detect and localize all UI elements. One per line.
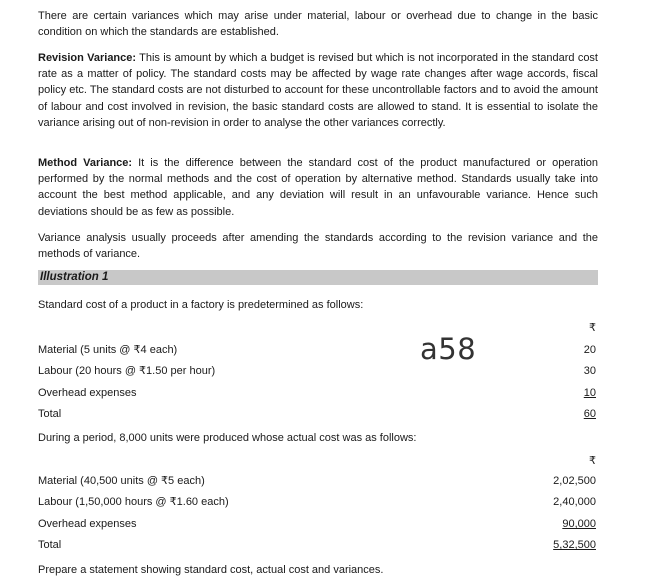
actual-item-label: Labour (1,50,000 hours @ ₹1.60 each) <box>38 496 229 508</box>
revision-variance-paragraph <box>38 50 598 131</box>
overlay-label: a58 <box>420 332 477 366</box>
method-variance-text: It is the difference between the standard cost of the product manufactured or operation performed by the normal methods and the cost of operation by alternative method. Standards usually take into account the best method applicable, and any deviation will result in an unfavourable variance. Hence such deviations should be as few as possible. <box>38 157 599 218</box>
standard-item-amount: 20 <box>583 344 596 356</box>
instruction-text: Prepare a statement showing standard cost, actual cost and variances. <box>38 564 384 576</box>
rupee-symbol-actual: ₹ <box>589 455 596 467</box>
actual-total-label: Total <box>38 539 62 551</box>
standard-cost-intro: Standard cost of a product in a factory is predetermined as follows: <box>38 299 364 311</box>
standard-item-amount: 30 <box>583 365 596 377</box>
actual-total-amount: 5,32,500 <box>553 539 596 551</box>
illustration-title: Illustration 1 <box>40 271 109 283</box>
actual-item-label: Material (40,500 units @ ₹5 each) <box>38 475 205 487</box>
standard-total-label: Total <box>38 408 62 420</box>
standard-total-amount: 60 <box>583 408 596 420</box>
actual-item-amount: 2,02,500 <box>553 475 596 487</box>
actual-item-label: Overhead expenses <box>38 518 137 530</box>
method-variance-paragraph <box>38 155 598 220</box>
illustration-header <box>38 270 598 285</box>
revision-variance-text: This is amount by which a budget is revised but which is not incorporated in the standard cost rate as a matter of policy. The standard costs may be affected by wage rate changes after wage accords, fiscal policy etc. The standard costs are not disturbed to account for these uncontrollable factors and to avoid the amount of labour and cost involved in revision, the basic standard costs are allowed to stand. It is essential to isolate the variance arising out of non-revision in order to analyse the other variances correctly. <box>38 52 598 129</box>
revision-variance-term: Revision Variance: <box>38 52 137 64</box>
variance-analysis-paragraph: Variance analysis usually proceeds after amending the standards according to the revision variance and the methods of variance. <box>38 232 598 261</box>
standard-item-label: Overhead expenses <box>38 387 137 399</box>
standard-item-label: Labour (20 hours @ ₹1.50 per hour) <box>38 365 216 377</box>
actual-item-amount: 2,40,000 <box>553 496 596 508</box>
method-variance-term: Method Variance: <box>38 157 133 169</box>
standard-item-amount: 10 <box>583 387 596 399</box>
standard-item-label: Material (5 units @ ₹4 each) <box>38 344 178 356</box>
actual-cost-intro: During a period, 8,000 units were produced whose actual cost was as follows: <box>38 432 417 444</box>
intro-paragraph: There are certain variances which may arise under material, labour or overhead due to change in the basic condition on which the standards are established. <box>38 10 598 39</box>
rupee-symbol-standard: ₹ <box>589 322 596 334</box>
actual-item-amount: 90,000 <box>562 518 596 530</box>
